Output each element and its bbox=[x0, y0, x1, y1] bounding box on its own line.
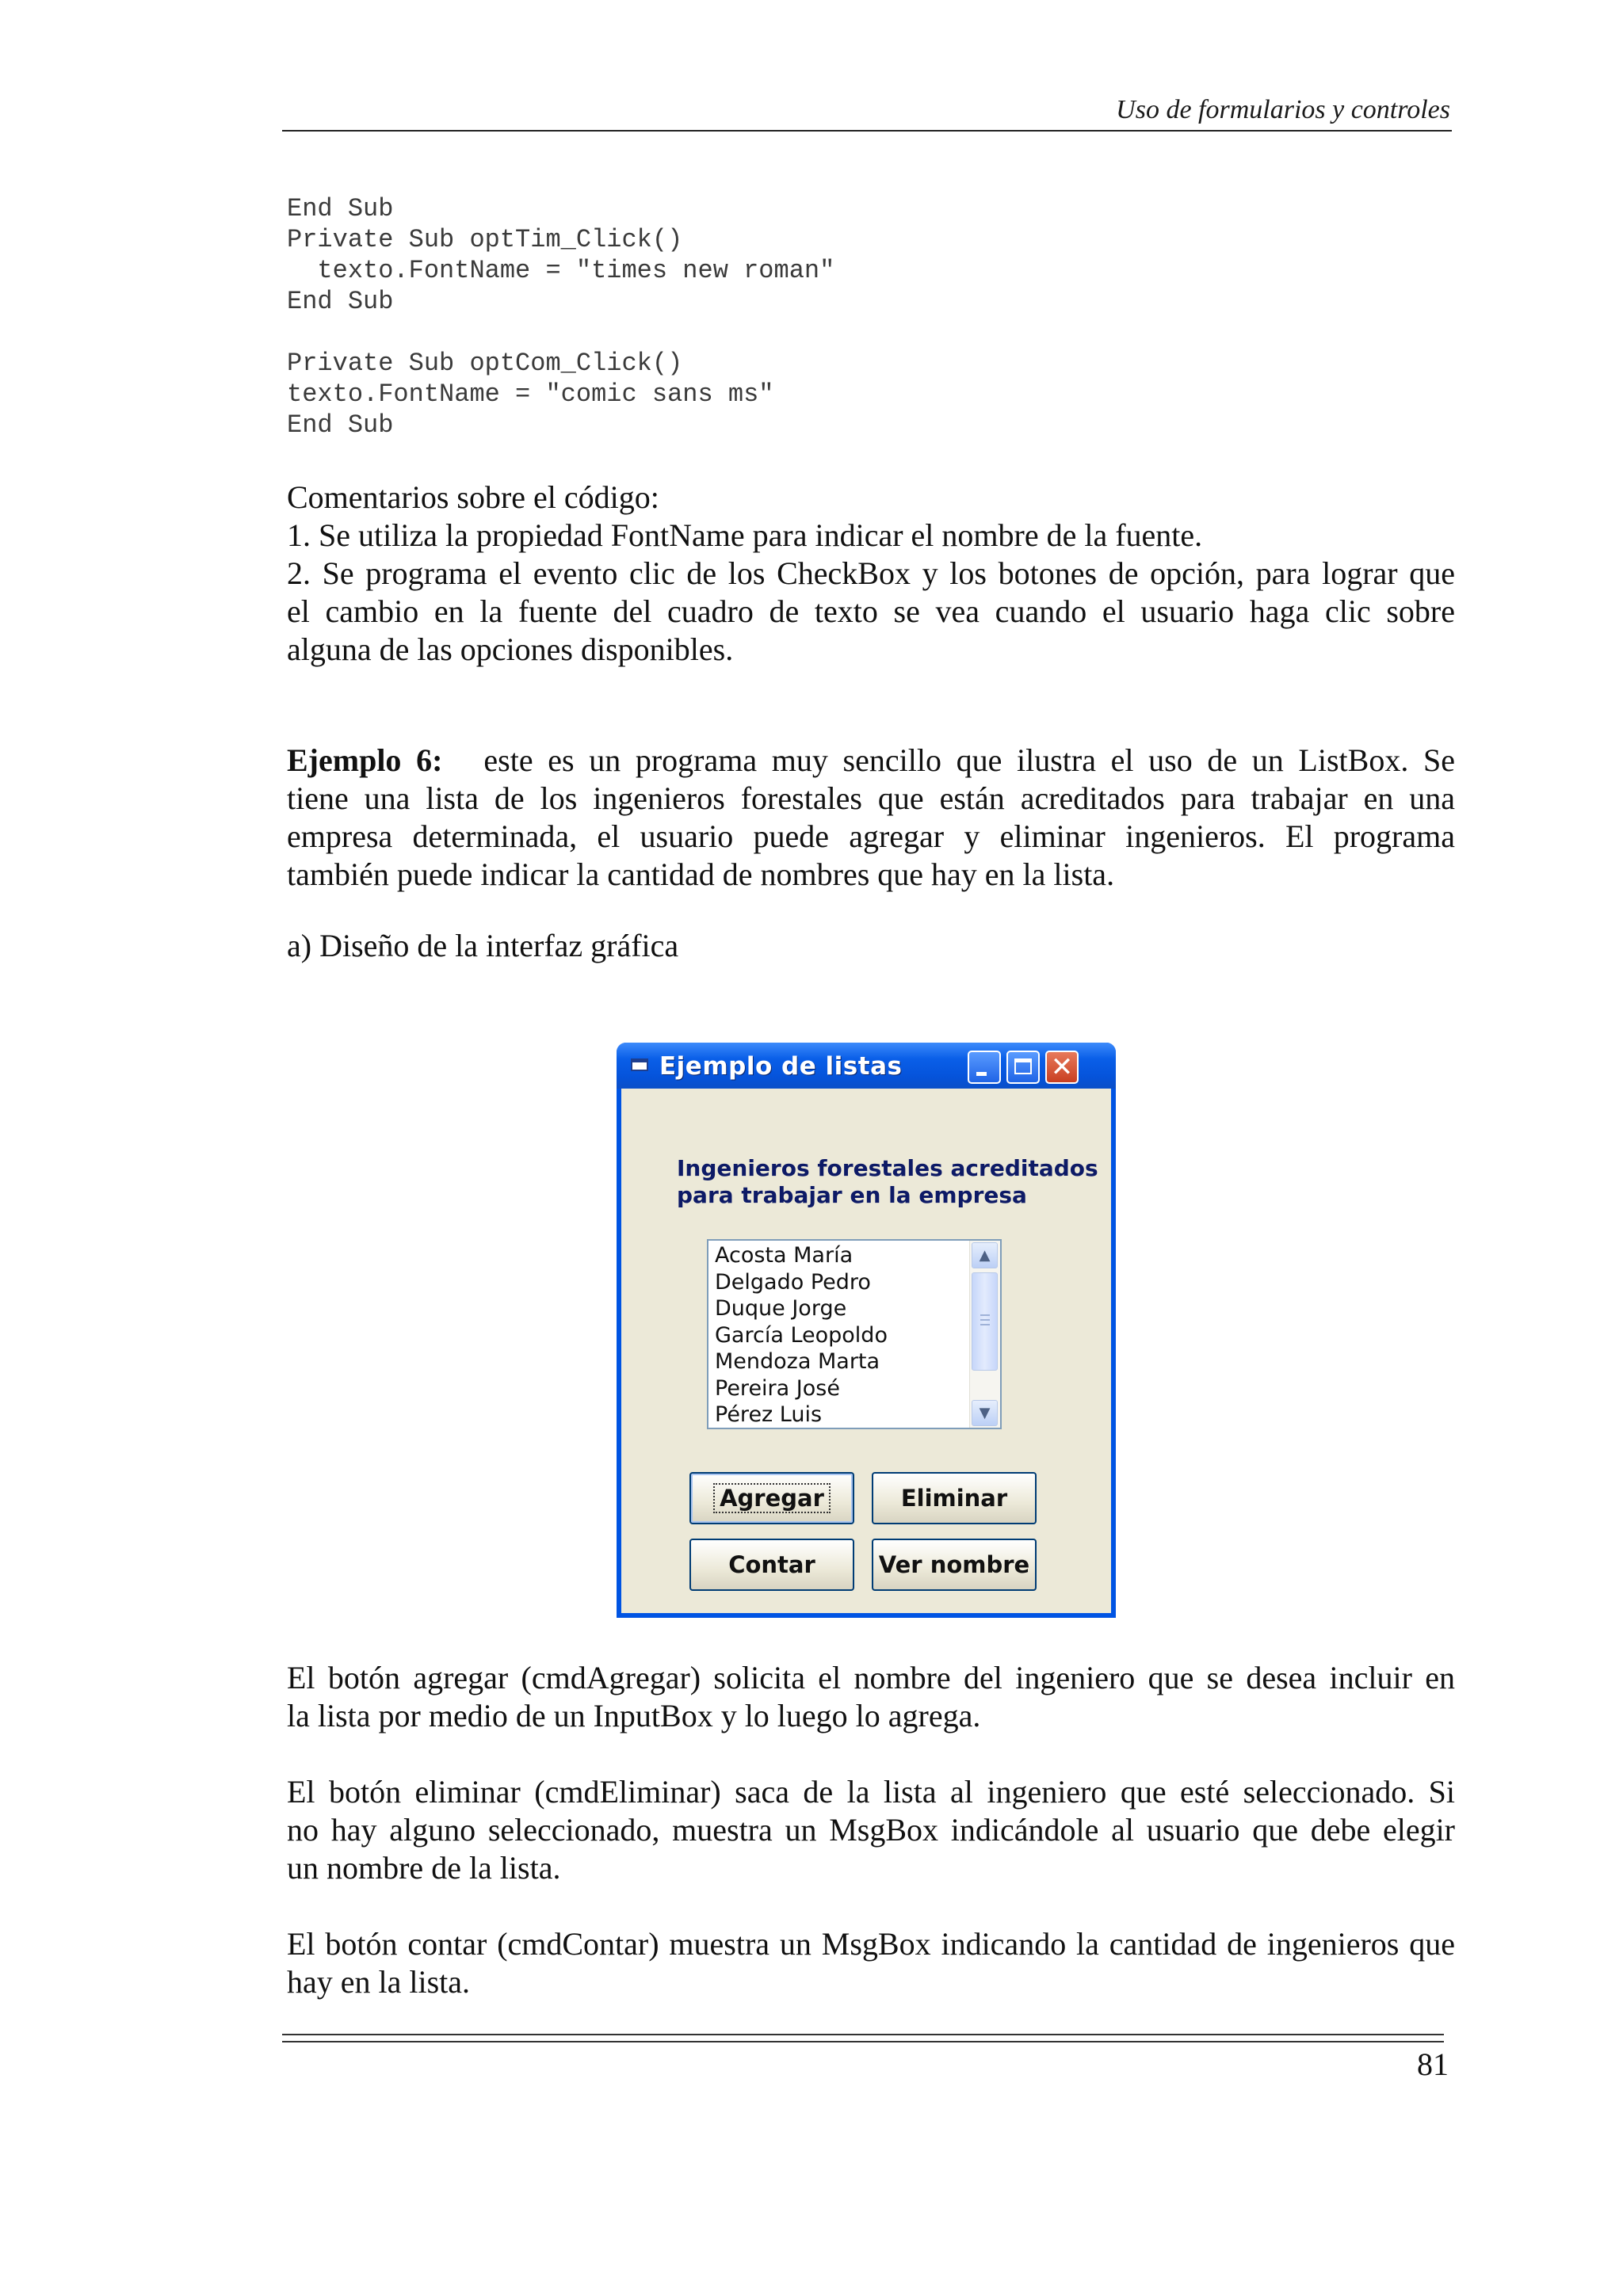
ver-nombre-label: Ver nombre bbox=[878, 1551, 1030, 1578]
scroll-down-icon[interactable]: ▼ bbox=[972, 1400, 998, 1426]
contar-description bbox=[287, 1925, 1455, 2001]
code-line: texto.FontName = "comic sans ms" bbox=[287, 379, 774, 409]
ver-nombre-button[interactable] bbox=[872, 1539, 1037, 1591]
eliminar-label: Eliminar bbox=[900, 1485, 1008, 1512]
paragraph-line: un nombre de la lista. bbox=[287, 1850, 561, 1886]
page-number: 81 bbox=[1417, 2046, 1449, 2082]
list-item[interactable]: Duque Jorge bbox=[715, 1296, 847, 1321]
agregar-label: Agregar bbox=[713, 1483, 831, 1513]
paragraph-line: hay en la lista. bbox=[287, 1964, 471, 2000]
section-heading: a) Diseño de la interfaz gráfica bbox=[287, 928, 679, 963]
running-header: Uso de formularios y controles bbox=[1116, 95, 1450, 124]
code-line: texto.FontName = "times new roman" bbox=[287, 256, 835, 285]
example-line: empresa determinada, el usuario puede agregar y eliminar ingenieros. El programa bbox=[287, 818, 1455, 854]
agregar-button[interactable] bbox=[689, 1472, 854, 1524]
list-item[interactable]: Pereira José bbox=[715, 1375, 840, 1401]
minimize-icon bbox=[976, 1072, 987, 1076]
paragraph-line: El botón eliminar (cmdEliminar) saca de la lista al ingeniero que esté seleccionado. Si bbox=[287, 1774, 1455, 1810]
comment-item-line: alguna de las opciones disponibles. bbox=[287, 631, 734, 667]
code-block bbox=[287, 193, 834, 441]
maximize-button[interactable] bbox=[1006, 1051, 1040, 1084]
list-item[interactable]: Acosta María bbox=[715, 1243, 854, 1268]
list-items bbox=[715, 1242, 888, 1428]
comment-item-line: el cambio en la fuente del cuadro de texto se vea cuando el usuario haga clic sobre bbox=[287, 593, 1455, 629]
dialog-title: Ejemplo de listas bbox=[659, 1052, 903, 1081]
thumb-grip bbox=[980, 1324, 990, 1325]
close-icon: ✕ bbox=[1050, 1051, 1074, 1083]
paragraph-line: la lista por medio de un InputBox y lo luego lo agrega. bbox=[287, 1698, 981, 1733]
list-label-line: Ingenieros forestales acreditados bbox=[677, 1155, 1098, 1181]
comments-heading: Comentarios sobre el código: bbox=[287, 479, 659, 515]
thumb-grip bbox=[980, 1314, 990, 1316]
header-rule bbox=[282, 130, 1452, 132]
dialog-titlebar[interactable] bbox=[617, 1043, 1116, 1089]
list-label bbox=[677, 1155, 1098, 1209]
close-button[interactable] bbox=[1045, 1051, 1079, 1084]
paragraph-line: no hay alguno seleccionado, muestra un MsgBox indicándole al usuario que debe elegir bbox=[287, 1812, 1455, 1848]
contar-button[interactable] bbox=[689, 1539, 854, 1591]
paragraph-line: El botón agregar (cmdAgregar) solicita el nombre del ingeniero que se desea incluir en bbox=[287, 1660, 1455, 1695]
contar-label: Contar bbox=[728, 1551, 815, 1578]
eliminar-button[interactable] bbox=[872, 1472, 1037, 1524]
paragraph-line: El botón contar (cmdContar) muestra un MsgBox indicando la cantidad de ingenieros que bbox=[287, 1926, 1455, 1962]
footer-rule bbox=[282, 2041, 1444, 2042]
example-first-line bbox=[287, 742, 1455, 780]
dialog-client-area bbox=[621, 1089, 1111, 1613]
comment-item: 1. Se utiliza la propiedad FontName para indicar el nombre de la fuente. bbox=[287, 517, 1203, 553]
minimize-button[interactable] bbox=[968, 1051, 1001, 1084]
example-first-line-text: este es un programa muy sencillo que ilustra el uso de un ListBox. Se bbox=[483, 742, 1455, 778]
list-item[interactable]: Delgado Pedro bbox=[715, 1269, 871, 1295]
example-line: tiene una lista de los ingenieros forestales que están acreditados para trabajar en una bbox=[287, 780, 1455, 816]
scroll-thumb[interactable] bbox=[972, 1272, 998, 1371]
engineers-listbox[interactable] bbox=[707, 1239, 1002, 1429]
comment-item: 2. Se programa el evento clic de los CheckBox y los botones de opción, para lograr que bbox=[287, 555, 1455, 591]
list-item[interactable]: Mendoza Marta bbox=[715, 1349, 880, 1374]
example-dialog-window bbox=[617, 1043, 1116, 1618]
code-line: Private Sub optCom_Click() bbox=[287, 349, 683, 378]
code-line: End Sub bbox=[287, 287, 394, 316]
example-paragraph bbox=[287, 742, 1455, 894]
scroll-up-icon[interactable]: ▲ bbox=[972, 1242, 998, 1268]
list-label-line: para trabajar en la empresa bbox=[677, 1182, 1027, 1208]
maximize-icon bbox=[1014, 1058, 1032, 1074]
code-line: End Sub bbox=[287, 410, 394, 440]
agregar-description bbox=[287, 1659, 1455, 1735]
window-icon bbox=[631, 1058, 648, 1071]
footer-rule bbox=[282, 2034, 1444, 2035]
thumb-grip bbox=[980, 1319, 990, 1321]
code-line: Private Sub optTim_Click() bbox=[287, 225, 683, 254]
eliminar-description bbox=[287, 1773, 1455, 1887]
code-line: End Sub bbox=[287, 194, 394, 223]
list-item[interactable]: García Leopoldo bbox=[715, 1322, 888, 1348]
example-label: Ejemplo 6: bbox=[287, 742, 443, 778]
example-line: también puede indicar la cantidad de nombres que hay en la lista. bbox=[287, 856, 1115, 892]
list-item[interactable]: Pérez Luis bbox=[715, 1402, 823, 1427]
listbox-scrollbar[interactable] bbox=[969, 1241, 1000, 1428]
comments-paragraph bbox=[287, 479, 1455, 669]
